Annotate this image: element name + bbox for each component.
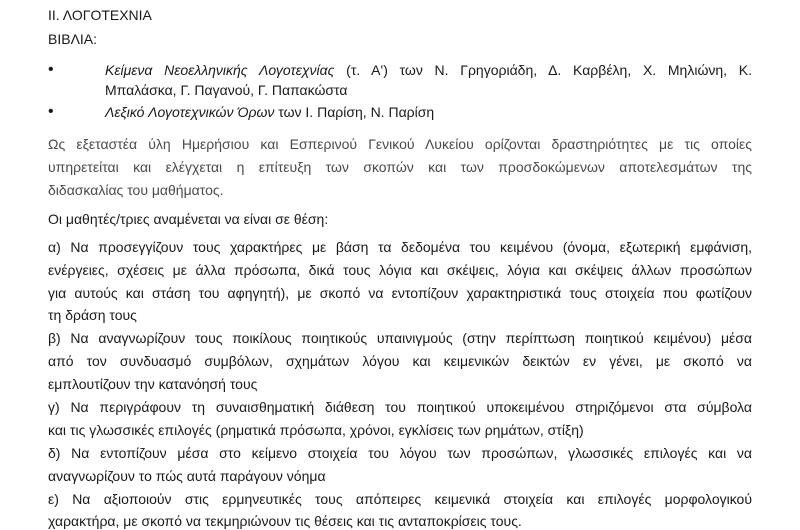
book-entry-2 bbox=[105, 103, 752, 121]
objective-b-line-3: εμπλουτίζουν την κατανόησή τους bbox=[48, 376, 258, 392]
objective-c-line-2: και τις γλωσσικές επιλογές (ρηματικά πρόσωπα, χρόνοι, εγκλίσεις των ρημάτων, στίξη) bbox=[48, 422, 584, 438]
intro-line-3: διδασκαλίας του μαθήματος. bbox=[48, 182, 224, 198]
bullet-icon: • bbox=[48, 61, 54, 78]
objective-d-line-1: δ) Να εντοπίζουν μέσα στο κείμενο στοιχεία του λόγου των προσώπων, γλωσσικές επιλογές και να bbox=[48, 445, 752, 461]
book-authors: (τ. Α') των Ν. Γρηγοριάδη, Δ. Καρβέλη, Χ. Μηλιώνη, Κ. bbox=[334, 62, 753, 78]
objective-a-line-1: α) Να προσεγγίζουν τους χαρακτήρες με βάση τα δεδομένα του κειμένου (όνομα, εξωτερική εμφάνιση, bbox=[48, 239, 752, 255]
objective-b-line-2: από τον συνδυασμό συμβόλων, σχημάτων λόγου και κειμενικών δεικτών εν γένει, με σκοπό να bbox=[48, 353, 752, 369]
book-title: Κείμενα Νεοελληνικής Λογοτεχνίας bbox=[105, 62, 335, 78]
bullet-icon: • bbox=[48, 103, 54, 120]
book-entry-1-line1 bbox=[105, 61, 752, 79]
section-heading: ΙΙ. ΛΟΓΟΤΕΧΝΙΑ bbox=[48, 7, 152, 23]
books-label: ΒΙΒΛΙΑ: bbox=[48, 31, 98, 47]
objective-a-line-3: για αυτούς και στάση του αφηγητή), με σκοπό να εντοπίζουν χαρακτηριστικά τους στοιχεία που φωτίζουν bbox=[48, 285, 752, 301]
objective-e-line-1: ε) Να αξιοποιούν στις ερμηνευτικές τους απόπειρες κειμενικά στοιχεία και επιλογές μορφολογικού bbox=[48, 491, 752, 507]
objective-d-line-2: αναγνωρίζουν το πώς αυτά παράγουν νόημα bbox=[48, 468, 326, 484]
intro-line-1: Ως εξεταστέα ύλη Ημερήσιου και Εσπερινού Γενικού Λυκείου ορίζονται δραστηριότητες με τις οποίες bbox=[48, 136, 752, 152]
students-line: Οι μαθητές/τριες αναμένεται να είναι σε θέση: bbox=[48, 211, 329, 227]
intro-line-2: υπηρετείται και ελέγχεται η επίτευξη των σκοπών και των προσδοκώμενων αποτελεσμάτων της bbox=[48, 159, 752, 175]
objective-c-line-1: γ) Να περιγράφουν τη συναισθηματική διάθεση του ποιητικού υποκειμένου στηριζόμενοι στα σύμβολα bbox=[48, 399, 752, 415]
book-entry-1-line2: Μπαλάσκα, Γ. Παγανού, Γ. Παπακώστα bbox=[105, 82, 348, 98]
book-title: Λεξικό Λογοτεχνικών Όρων bbox=[105, 104, 275, 120]
objective-b-line-1: β) Να αναγνωρίζουν τους ποικίλους ποιητικούς υπαινιγμούς (στην περίπτωση ποιητικού κειμένου) μέσα bbox=[48, 330, 752, 346]
objective-a-line-4: τη δράση τους bbox=[48, 307, 137, 323]
book-authors: των Ι. Παρίση, Ν. Παρίση bbox=[274, 104, 435, 120]
objective-a-line-2: ενέργειες, σχέσεις με άλλα πρόσωπα, δικά τους λόγια και σκέψεις, λόγια και σκέψεις άλλων προσώπων bbox=[48, 262, 752, 278]
objective-e-line-2: χαρακτήρα, με σκοπό να τεκμηριώνουν τις θέσεις και τις ανταποκρίσεις τους. bbox=[48, 513, 522, 529]
